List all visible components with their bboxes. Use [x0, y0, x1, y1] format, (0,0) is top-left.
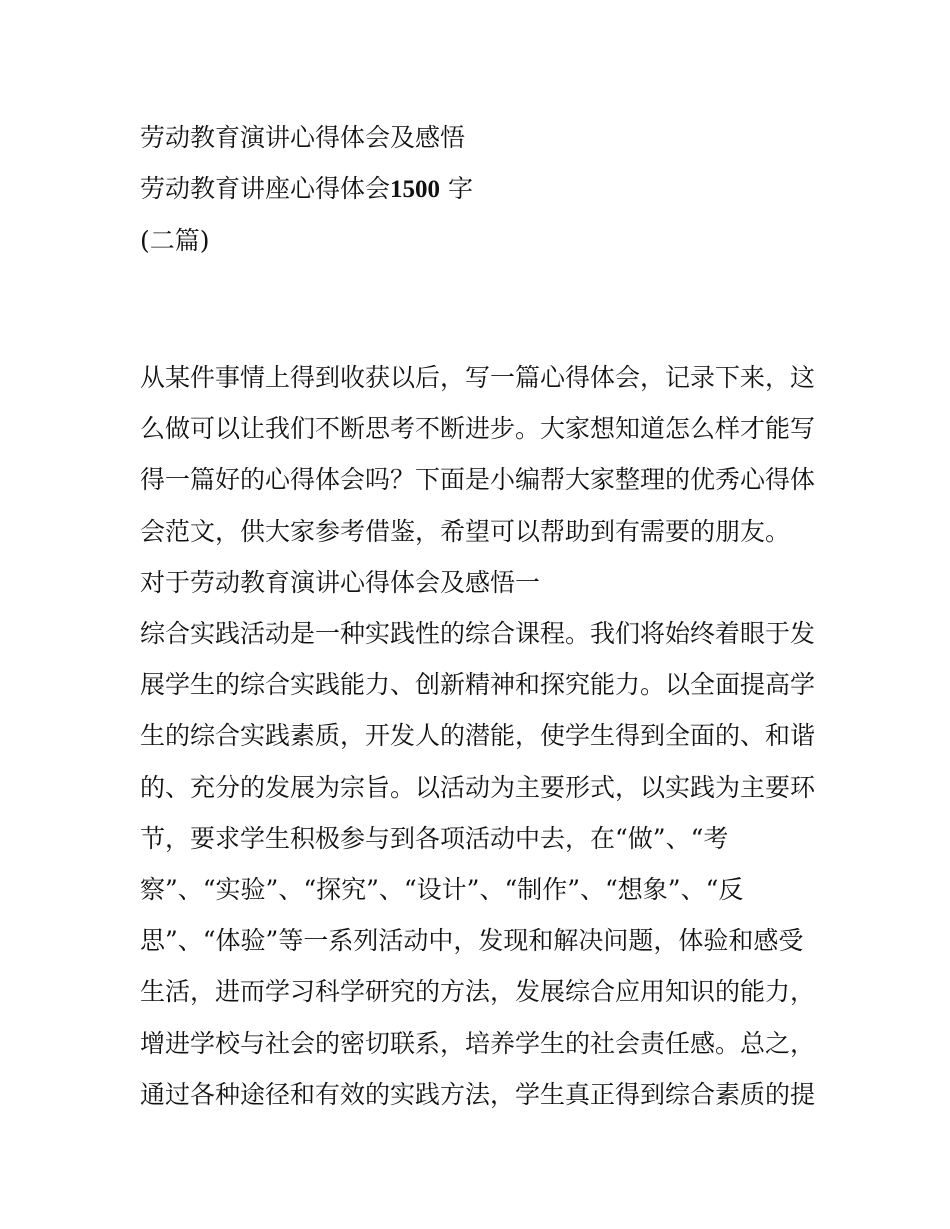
body-line: 通过各种途径和有效的实践方法，学生真正得到综合素质的提 — [140, 1079, 816, 1109]
title-line-3: (二篇) — [140, 226, 210, 256]
title-line-1: 劳动教育演讲心得体会及感悟 — [140, 123, 466, 152]
body-line: 展学生的综合实践能力、创新精神和探究能力。以全面提高学 — [140, 670, 816, 700]
body-line: 的、充分的发展为宗旨。以活动为主要形式，以实践为主要环 — [140, 772, 816, 802]
body-line: 生活，进而学习科学研究的方法，发展综合应用知识的能力， — [140, 977, 816, 1007]
document-title — [140, 112, 830, 267]
section-heading: 对于劳动教育演讲心得体会及感悟一 — [140, 567, 541, 597]
body-line: 察”、“实验”、“探究”、“设计”、“制作”、“想象”、“反 — [140, 875, 744, 905]
body-line: 节，要求学生积极参与到各项活动中去，在“做”、“考 — [140, 823, 729, 853]
body-line: 生的综合实践素质，开发人的潜能，使学生得到全面的、和谐 — [140, 721, 816, 751]
body-line: 思”、“体验”等一系列活动中，发现和解决问题，体验和感受 — [140, 926, 804, 956]
body-line: 得一篇好的心得体会吗？下面是小编帮大家整理的优秀心得体 — [140, 465, 816, 495]
title-unit: 字 — [440, 174, 473, 204]
body-line: 么做可以让我们不断思考不断进步。大家想知道怎么样才能写 — [140, 414, 816, 444]
body-line: 综合实践活动是一种实践性的综合课程。我们将始终着眼于发 — [140, 619, 816, 649]
title-line-2 — [140, 163, 830, 215]
body-line: 增进学校与社会的密切联系，培养学生的社会责任感。总之， — [140, 1028, 816, 1058]
body-line: 从某件事情上得到收获以后，写一篇心得体会，记录下来，这 — [140, 363, 816, 392]
title-line-2-text: 劳动教育讲座心得体会 — [140, 174, 391, 204]
document-body — [140, 352, 830, 1120]
title-number: 1500 — [390, 176, 441, 204]
body-line: 会范文，供大家参考借鉴，希望可以帮助到有需要的朋友。 — [140, 516, 791, 546]
